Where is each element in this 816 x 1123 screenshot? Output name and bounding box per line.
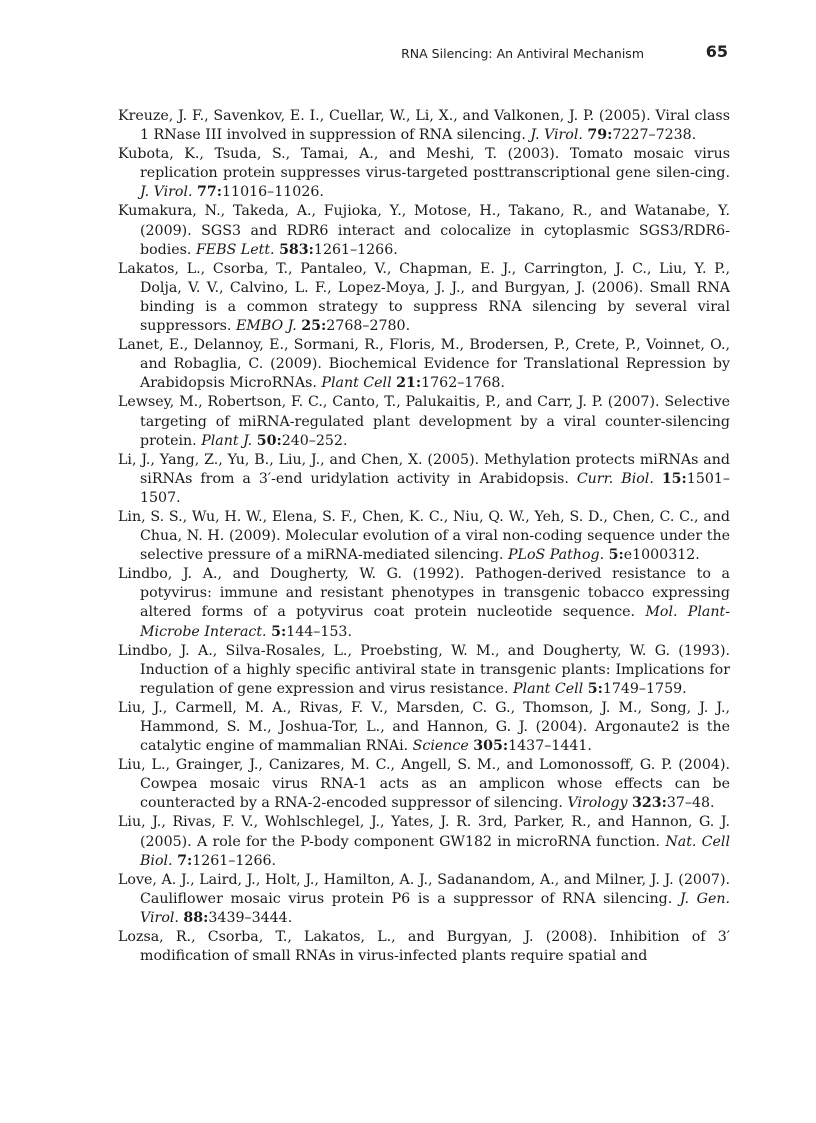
reference-authors-title: Lewsey, M., Robertson, F. C., Canto, T., Palukaitis, P., and Carr, J. P. (2007). Selective targeting of miRNA-regulated plant development by a viral counter-silencing protein. — [118, 394, 730, 449]
reference-pages: 2768–2780. — [326, 318, 411, 335]
reference-pages: 3439–3444. — [208, 909, 293, 926]
reference-volume: 5: — [587, 680, 603, 697]
reference-item — [118, 928, 730, 966]
reference-journal: Virology — [567, 795, 628, 812]
reference-pages: 1261–1266. — [313, 241, 398, 258]
reference-volume: 323: — [632, 795, 667, 812]
reference-authors-title: Lanet, E., Delannoy, E., Sormani, R., Floris, M., Brodersen, P., Crete, P., Voinnet, O., and Robaglia, C. (2009). Biochemical Evidence for Translational Repression by Arabidopsis MicroRNAs. — [118, 337, 730, 392]
reference-item — [118, 107, 730, 145]
page-number: 65 — [705, 42, 728, 61]
reference-authors-title: Lindbo, J. A., Silva-Rosales, L., Proebsting, W. M., and Dougherty, W. G. (1993). Induction of a highly specific antiviral state in transgenic plants: Implications for regulation of gene expression and virus resistance. — [118, 642, 730, 697]
reference-pages: 7227–7238. — [612, 127, 697, 144]
reference-volume: 21: — [396, 375, 422, 392]
reference-item — [118, 202, 730, 259]
reference-journal: J. Virol. — [140, 184, 193, 201]
reference-volume: 15: — [661, 470, 687, 487]
reference-volume: 25: — [301, 318, 327, 335]
reference-volume: 583: — [279, 241, 314, 258]
reference-item — [118, 260, 730, 336]
running-title: RNA Silencing: An Antiviral Mechanism — [401, 46, 644, 61]
reference-authors-title: Kreuze, J. F., Savenkov, E. I., Cuellar, W., Li, X., and Valkonen, J. P. (2005). Viral class 1 RNase III involved in suppression of RNA silencing. — [118, 108, 730, 144]
reference-item — [118, 451, 730, 508]
reference-authors-title: Liu, J., Rivas, F. V., Wohlschlegel, J., Yates, J. R. 3rd, Parker, R., and Hannon, G. J. (2005). A role for the P-body component GW182 in microRNA function. — [118, 814, 730, 850]
reference-journal: Nat. Cell Biol. — [140, 833, 731, 869]
reference-pages: 144–153. — [286, 623, 352, 640]
reference-pages: 11016–11026. — [222, 184, 324, 201]
reference-journal: Plant Cell — [321, 375, 392, 392]
reference-volume: 79: — [587, 127, 613, 144]
reference-journal: Science — [412, 738, 469, 755]
reference-authors-title: Liu, L., Grainger, J., Canizares, M. C., Angell, S. M., and Lomonossoff, G. P. (2004). Cowpea mosaic virus RNA-1 acts as an amplicon whose effects can be counteracted by a RNA-2-encoded suppressor of silencing. — [118, 757, 730, 812]
reference-item — [118, 871, 730, 928]
reference-item — [118, 565, 730, 641]
reference-item — [118, 756, 730, 813]
reference-journal: FEBS Lett. — [195, 241, 275, 258]
reference-item — [118, 336, 730, 393]
reference-volume: 77: — [197, 184, 223, 201]
reference-pages: 1762–1768. — [421, 375, 505, 392]
reference-volume: 5: — [608, 547, 624, 564]
reference-item — [118, 508, 730, 565]
reference-item — [118, 642, 730, 699]
reference-pages: 1261–1266. — [192, 852, 277, 869]
reference-item — [118, 393, 730, 450]
reference-journal: Plant J. — [201, 432, 253, 449]
reference-authors-title: Love, A. J., Laird, J., Holt, J., Hamilton, A. J., Sadanandom, A., and Milner, J. J. (2007). Cauliflower mosaic virus protein P6 is a suppressor of RNA silencing. — [118, 871, 730, 907]
reference-volume: 88: — [183, 909, 209, 926]
reference-pages: 1501–1507. — [140, 470, 730, 506]
reference-authors-title: Lindbo, J. A., and Dougherty, W. G. (1992). Pathogen-derived resistance to a potyvirus: immune and resistant phenotypes in transgenic tobacco expressing altered forms of a potyvirus coat protein nucleotide sequence. — [118, 566, 730, 621]
reference-item — [118, 813, 730, 870]
page-header — [118, 42, 730, 66]
reference-authors-title: Kumakura, N., Takeda, A., Fujioka, Y., Motose, H., Takano, R., and Watanabe, Y. (2009). SGS3 and RDR6 interact and colocalize in cytoplasmic SGS3/RDR6-bodies. — [118, 203, 730, 258]
reference-journal: Curr. Biol. — [576, 470, 654, 487]
reference-pages: 240–252. — [281, 432, 348, 449]
reference-list — [118, 107, 730, 966]
reference-volume: 305: — [473, 738, 509, 755]
reference-item — [118, 145, 730, 202]
reference-journal: Plant Cell — [512, 680, 584, 697]
reference-pages: 37–48. — [666, 795, 715, 812]
reference-authors-title: Li, J., Yang, Z., Yu, B., Liu, J., and Chen, X. (2005). Methylation protects miRNAs and siRNAs from a 3′-end uridylation activity in Arabidopsis. — [118, 451, 730, 487]
reference-authors-title: Liu, J., Carmell, M. A., Rivas, F. V., Marsden, C. G., Thomson, J. M., Song, J. J., Hammond, S. M., Joshua-Tor, L., and Hannon, G. J. (2004). Argonaute2 is the catalytic engine of mammalian RNAi. — [118, 699, 730, 755]
reference-journal: Mol. Plant-Microbe Interact. — [140, 604, 730, 640]
reference-journal: J. Gen. Virol. — [140, 890, 730, 926]
reference-authors-title: Kubota, K., Tsuda, S., Tamai, A., and Meshi, T. (2003). Tomato mosaic virus replication protein suppresses virus-targeted posttranscriptional gene silen-cing. — [118, 146, 730, 182]
reference-authors-title: Lin, S. S., Wu, H. W., Elena, S. F., Chen, K. C., Niu, Q. W., Yeh, S. D., Chen, C. C., and Chua, N. H. (2009). Molecular evolution of a viral non-coding sequence under the selective pressure of a miRNA-mediated silencing. — [118, 508, 730, 564]
reference-pages: e1000312. — [623, 547, 700, 564]
reference-authors-title: Lozsa, R., Csorba, T., Lakatos, L., and Burgyan, J. (2008). Inhibition of 3′ modification of small RNAs in virus-infected plants require spatial and — [118, 929, 730, 965]
reference-authors-title: Lakatos, L., Csorba, T., Pantaleo, V., Chapman, E. J., Carrington, J. C., Liu, Y. P., Dolja, V. V., Calvino, L. F., Lopez-Moya, J. J., and Burgyan, J. (2006). Small RNA binding is a common strategy to suppress RNA silencing by several viral suppressors. — [118, 260, 730, 335]
reference-journal: EMBO J. — [235, 318, 297, 335]
reference-journal: PLoS Pathog. — [508, 547, 605, 564]
reference-pages: 1749–1759. — [602, 680, 687, 697]
reference-volume: 5: — [271, 623, 287, 640]
reference-item — [118, 699, 730, 756]
reference-volume: 50: — [256, 432, 282, 449]
reference-volume: 7: — [177, 852, 193, 869]
reference-pages: 1437–1441. — [508, 738, 592, 755]
reference-journal: J. Virol. — [530, 127, 583, 144]
